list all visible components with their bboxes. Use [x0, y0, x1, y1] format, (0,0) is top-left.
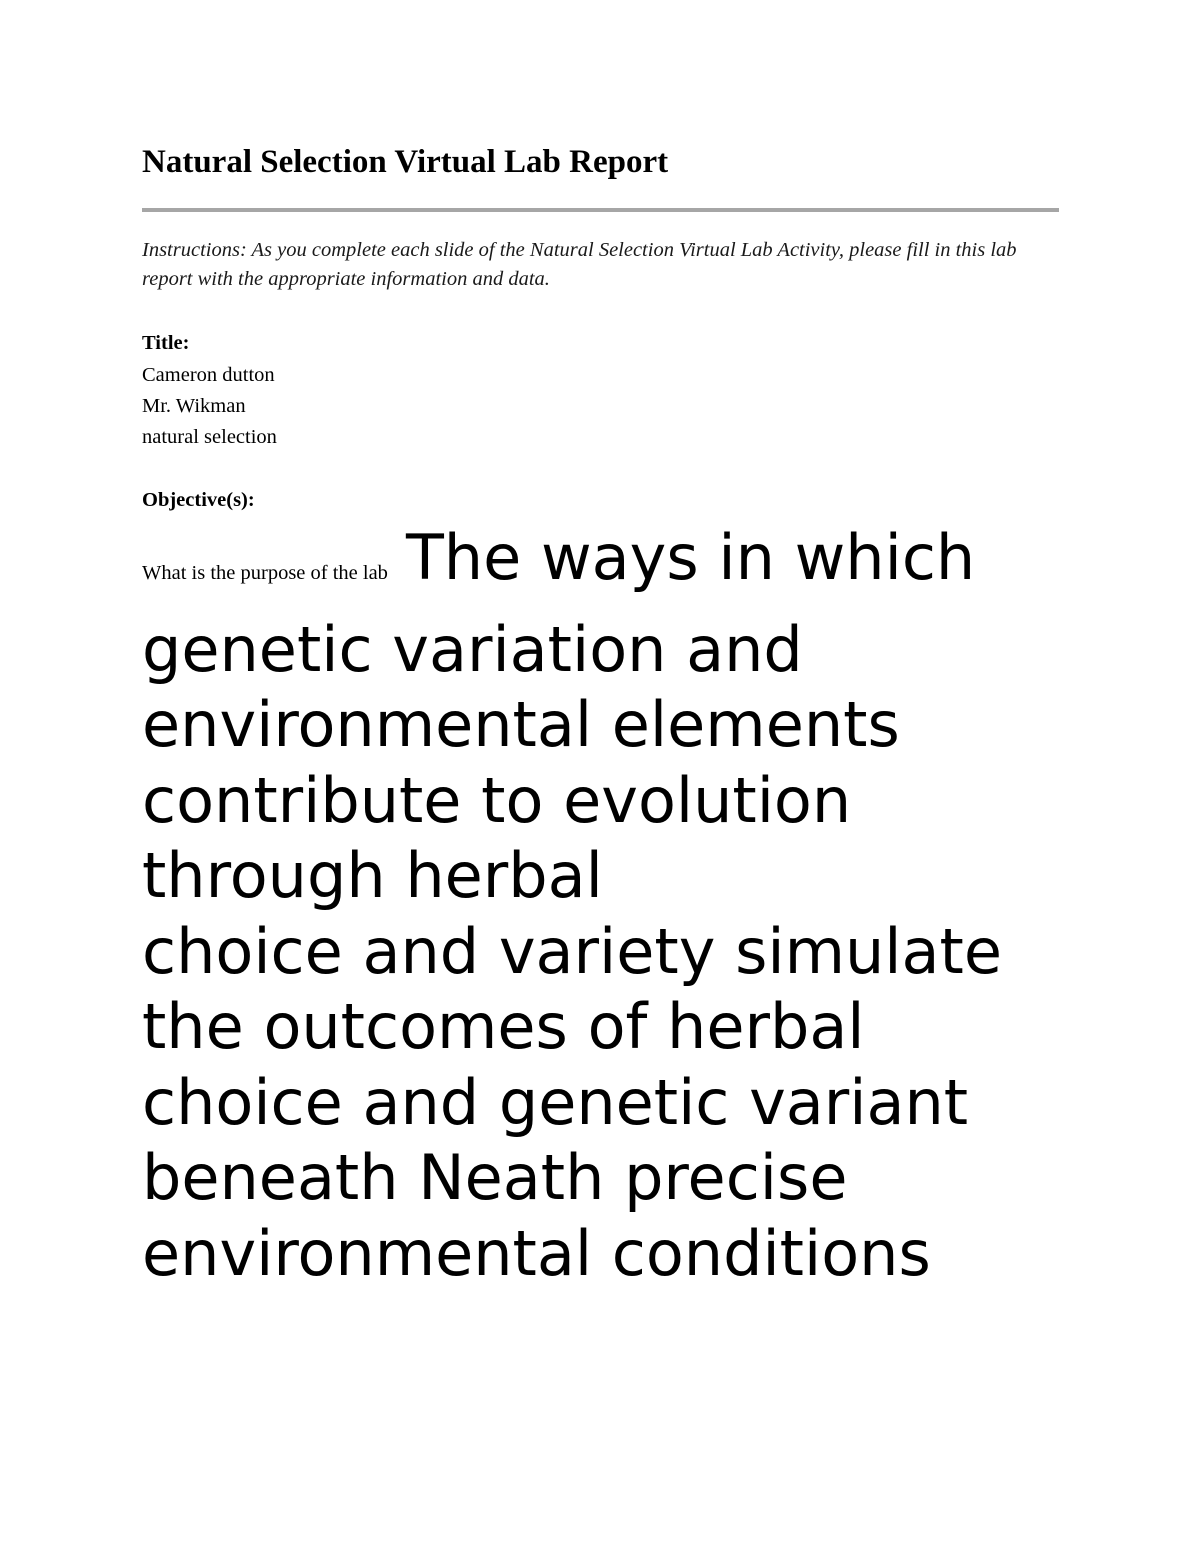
lab-topic: natural selection — [142, 426, 277, 448]
title-lines — [142, 360, 277, 453]
instructions-text: Instructions: As you complete each slide of the Natural Selection Virtual Lab Activity, please fill in this lab report with the appropriate information and data. — [142, 239, 1017, 290]
answer-line: choice and variety simulate — [142, 914, 1002, 988]
teacher-name: Mr. Wikman — [142, 395, 246, 417]
objective-prompt: What is the purpose of the lab — [142, 562, 388, 584]
answer-line: choice and genetic variant — [142, 1065, 969, 1139]
answer-line: the outcomes of herbal — [142, 990, 865, 1063]
title-label: Title: — [142, 332, 190, 354]
answer-line: genetic variation and — [142, 612, 803, 686]
objective-first-line — [142, 521, 975, 594]
answer-line: beneath Neath precise — [142, 1141, 848, 1214]
title-divider — [142, 208, 1059, 212]
answer-line: contribute to evolution — [142, 763, 852, 837]
answer-line: through herbal — [142, 839, 603, 912]
author-name: Cameron dutton — [142, 364, 275, 386]
objective-label: Objective(s): — [142, 489, 255, 511]
answer-line: The ways in which — [405, 521, 976, 594]
document-title: Natural Selection Virtual Lab Report — [142, 144, 669, 180]
objective-answer — [142, 520, 1060, 1291]
answer-line: environmental elements — [142, 688, 900, 761]
answer-line: environmental conditions — [142, 1216, 931, 1290]
